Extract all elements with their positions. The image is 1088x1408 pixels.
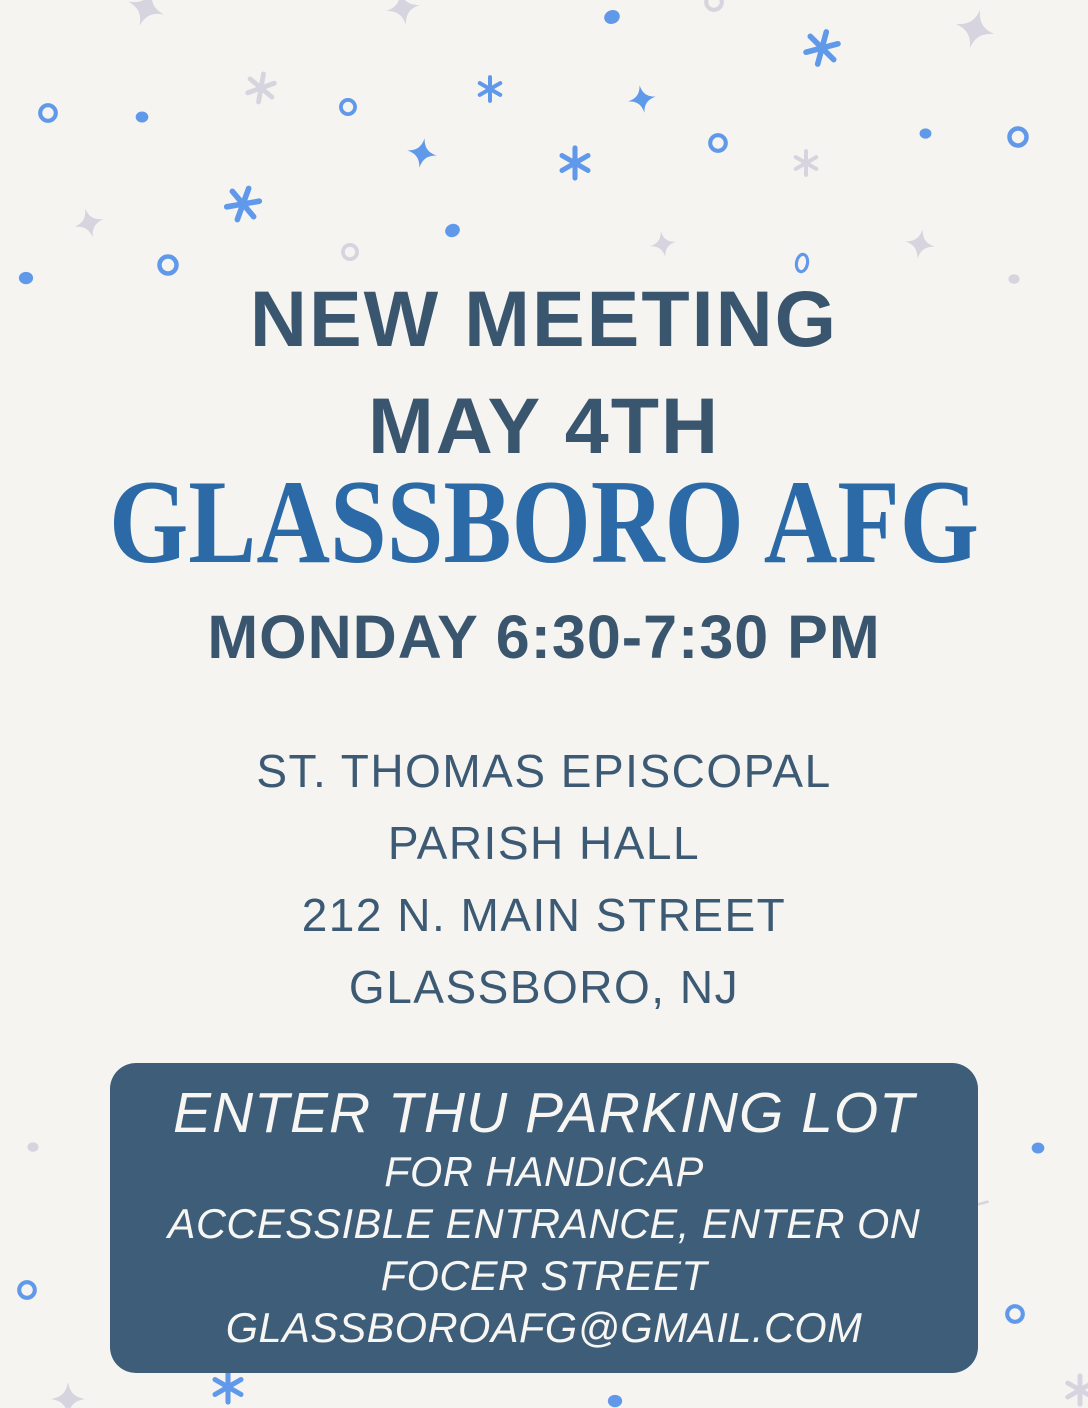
address-line-hall: PARISH HALL bbox=[387, 817, 701, 869]
notice-email: GLASSBOROAFG@GMAIL.COM bbox=[225, 1304, 863, 1351]
schedule-line: MONDAY 6:30-7:30 PM bbox=[207, 603, 881, 671]
meeting-title-line1: NEW MEETING bbox=[249, 274, 839, 363]
address-line-city: GLASSBORO, NJ bbox=[348, 961, 740, 1013]
org-name: GLASSBORO AFG bbox=[108, 455, 980, 588]
notice-line-street: FOCER STREET bbox=[380, 1252, 708, 1299]
notice-line-entrance: ACCESSIBLE ENTRANCE, ENTER ON bbox=[167, 1200, 921, 1247]
notice-line-handicap: FOR HANDICAP bbox=[384, 1148, 704, 1195]
meeting-title-line2: MAY 4TH bbox=[367, 380, 721, 470]
meeting-title bbox=[0, 266, 1088, 479]
address-line-venue: ST. THOMAS EPISCOPAL bbox=[256, 745, 832, 797]
notice-box bbox=[110, 1063, 978, 1373]
notice-headline: ENTER THU PARKING LOT bbox=[172, 1081, 916, 1145]
address-line-street: 212 N. MAIN STREET bbox=[301, 889, 787, 941]
address-block bbox=[0, 735, 1088, 1023]
